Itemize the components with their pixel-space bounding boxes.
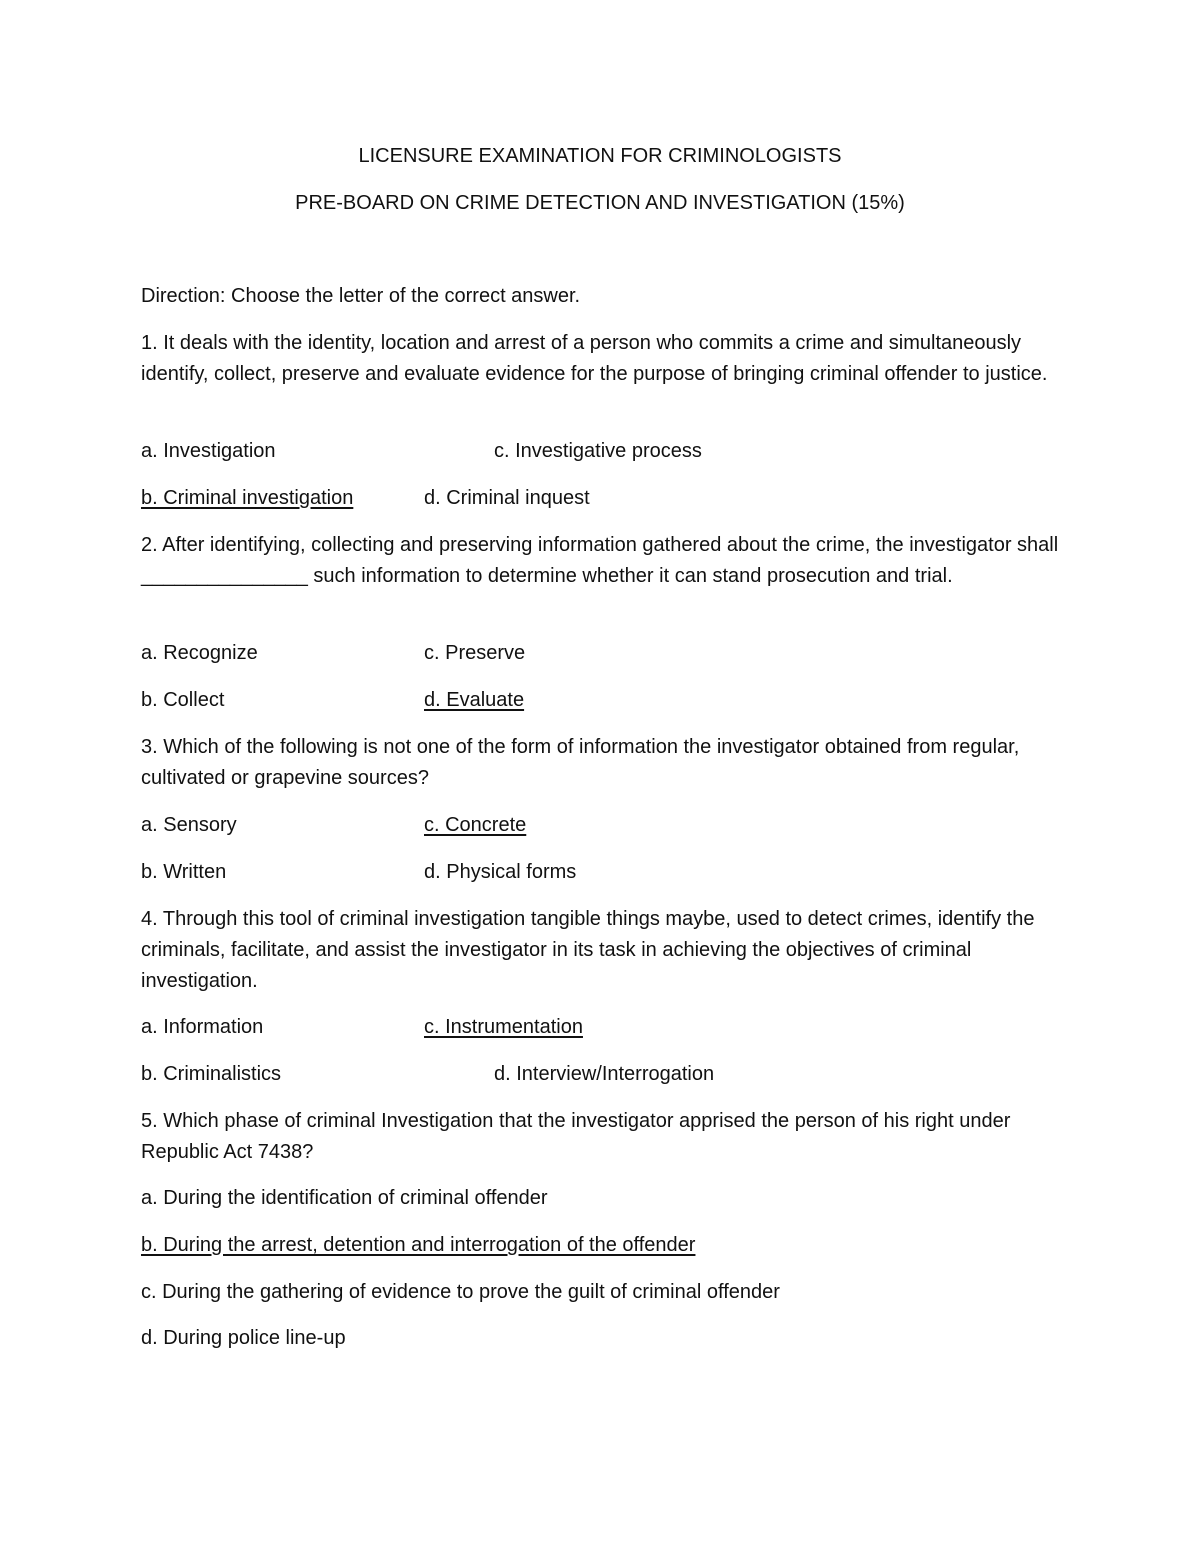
- exam-title: LICENSURE EXAMINATION FOR CRIMINOLOGISTS: [358, 145, 842, 167]
- question-2-option-d-answer: d. Evaluate: [424, 689, 525, 711]
- question-4-text: 4. Through this tool of criminal investigation tangible things maybe, used to detect crimes, identify the criminals, facilitate, and assist the investigator in its task in achieving the objectives of criminal investigation.: [141, 908, 1035, 992]
- question-5-text: 5. Which phase of criminal Investigation that the investigator apprised the person of his right under Republic Act 7438?: [141, 1110, 1011, 1163]
- question-4-option-d: d. Interview/Interrogation: [494, 1063, 715, 1085]
- question-2-text: 2. After identifying, collecting and preserving information gathered about the crime, the investigator shall _______________ such information to determine whether it can stand prosecution and trial.: [141, 534, 1059, 587]
- question-3-option-c-answer: c. Concrete: [424, 814, 527, 836]
- question-3-option-a: a. Sensory: [141, 814, 237, 836]
- question-1-option-d: d. Criminal inquest: [424, 487, 590, 509]
- question-3-option-d: d. Physical forms: [424, 861, 577, 883]
- question-2-option-b: b. Collect: [141, 689, 225, 711]
- direction-text: Direction: Choose the letter of the correct answer.: [141, 285, 581, 307]
- question-5-option-d: d. During police line-up: [141, 1327, 346, 1349]
- question-4-option-c-answer: c. Instrumentation: [424, 1016, 583, 1038]
- question-1-option-b-answer: b. Criminal investigation: [141, 487, 354, 509]
- question-1-option-a: a. Investigation: [141, 440, 276, 462]
- question-2-option-c: c. Preserve: [424, 642, 526, 664]
- question-3-text: 3. Which of the following is not one of the form of information the investigator obtained from regular, cultivated or grapevine sources?: [141, 736, 1020, 789]
- question-2-option-a: a. Recognize: [141, 642, 258, 664]
- exam-subtitle: PRE-BOARD ON CRIME DETECTION AND INVESTIGATION (15%): [295, 192, 905, 214]
- question-1-text: 1. It deals with the identity, location and arrest of a person who commits a crime and simultaneously identify, collect, preserve and evaluate evidence for the purpose of bringing criminal offender to justice.: [141, 332, 1048, 385]
- question-5-option-a: a. During the identification of criminal offender: [141, 1187, 548, 1209]
- question-5-option-b-answer: b. During the arrest, detention and interrogation of the offender: [141, 1234, 696, 1256]
- question-4-option-a: a. Information: [141, 1016, 264, 1038]
- question-5-option-c: c. During the gathering of evidence to prove the guilt of criminal offender: [141, 1281, 780, 1303]
- question-1-option-c: c. Investigative process: [494, 440, 702, 462]
- question-3-option-b: b. Written: [141, 861, 227, 883]
- question-4-option-b: b. Criminalistics: [141, 1063, 282, 1085]
